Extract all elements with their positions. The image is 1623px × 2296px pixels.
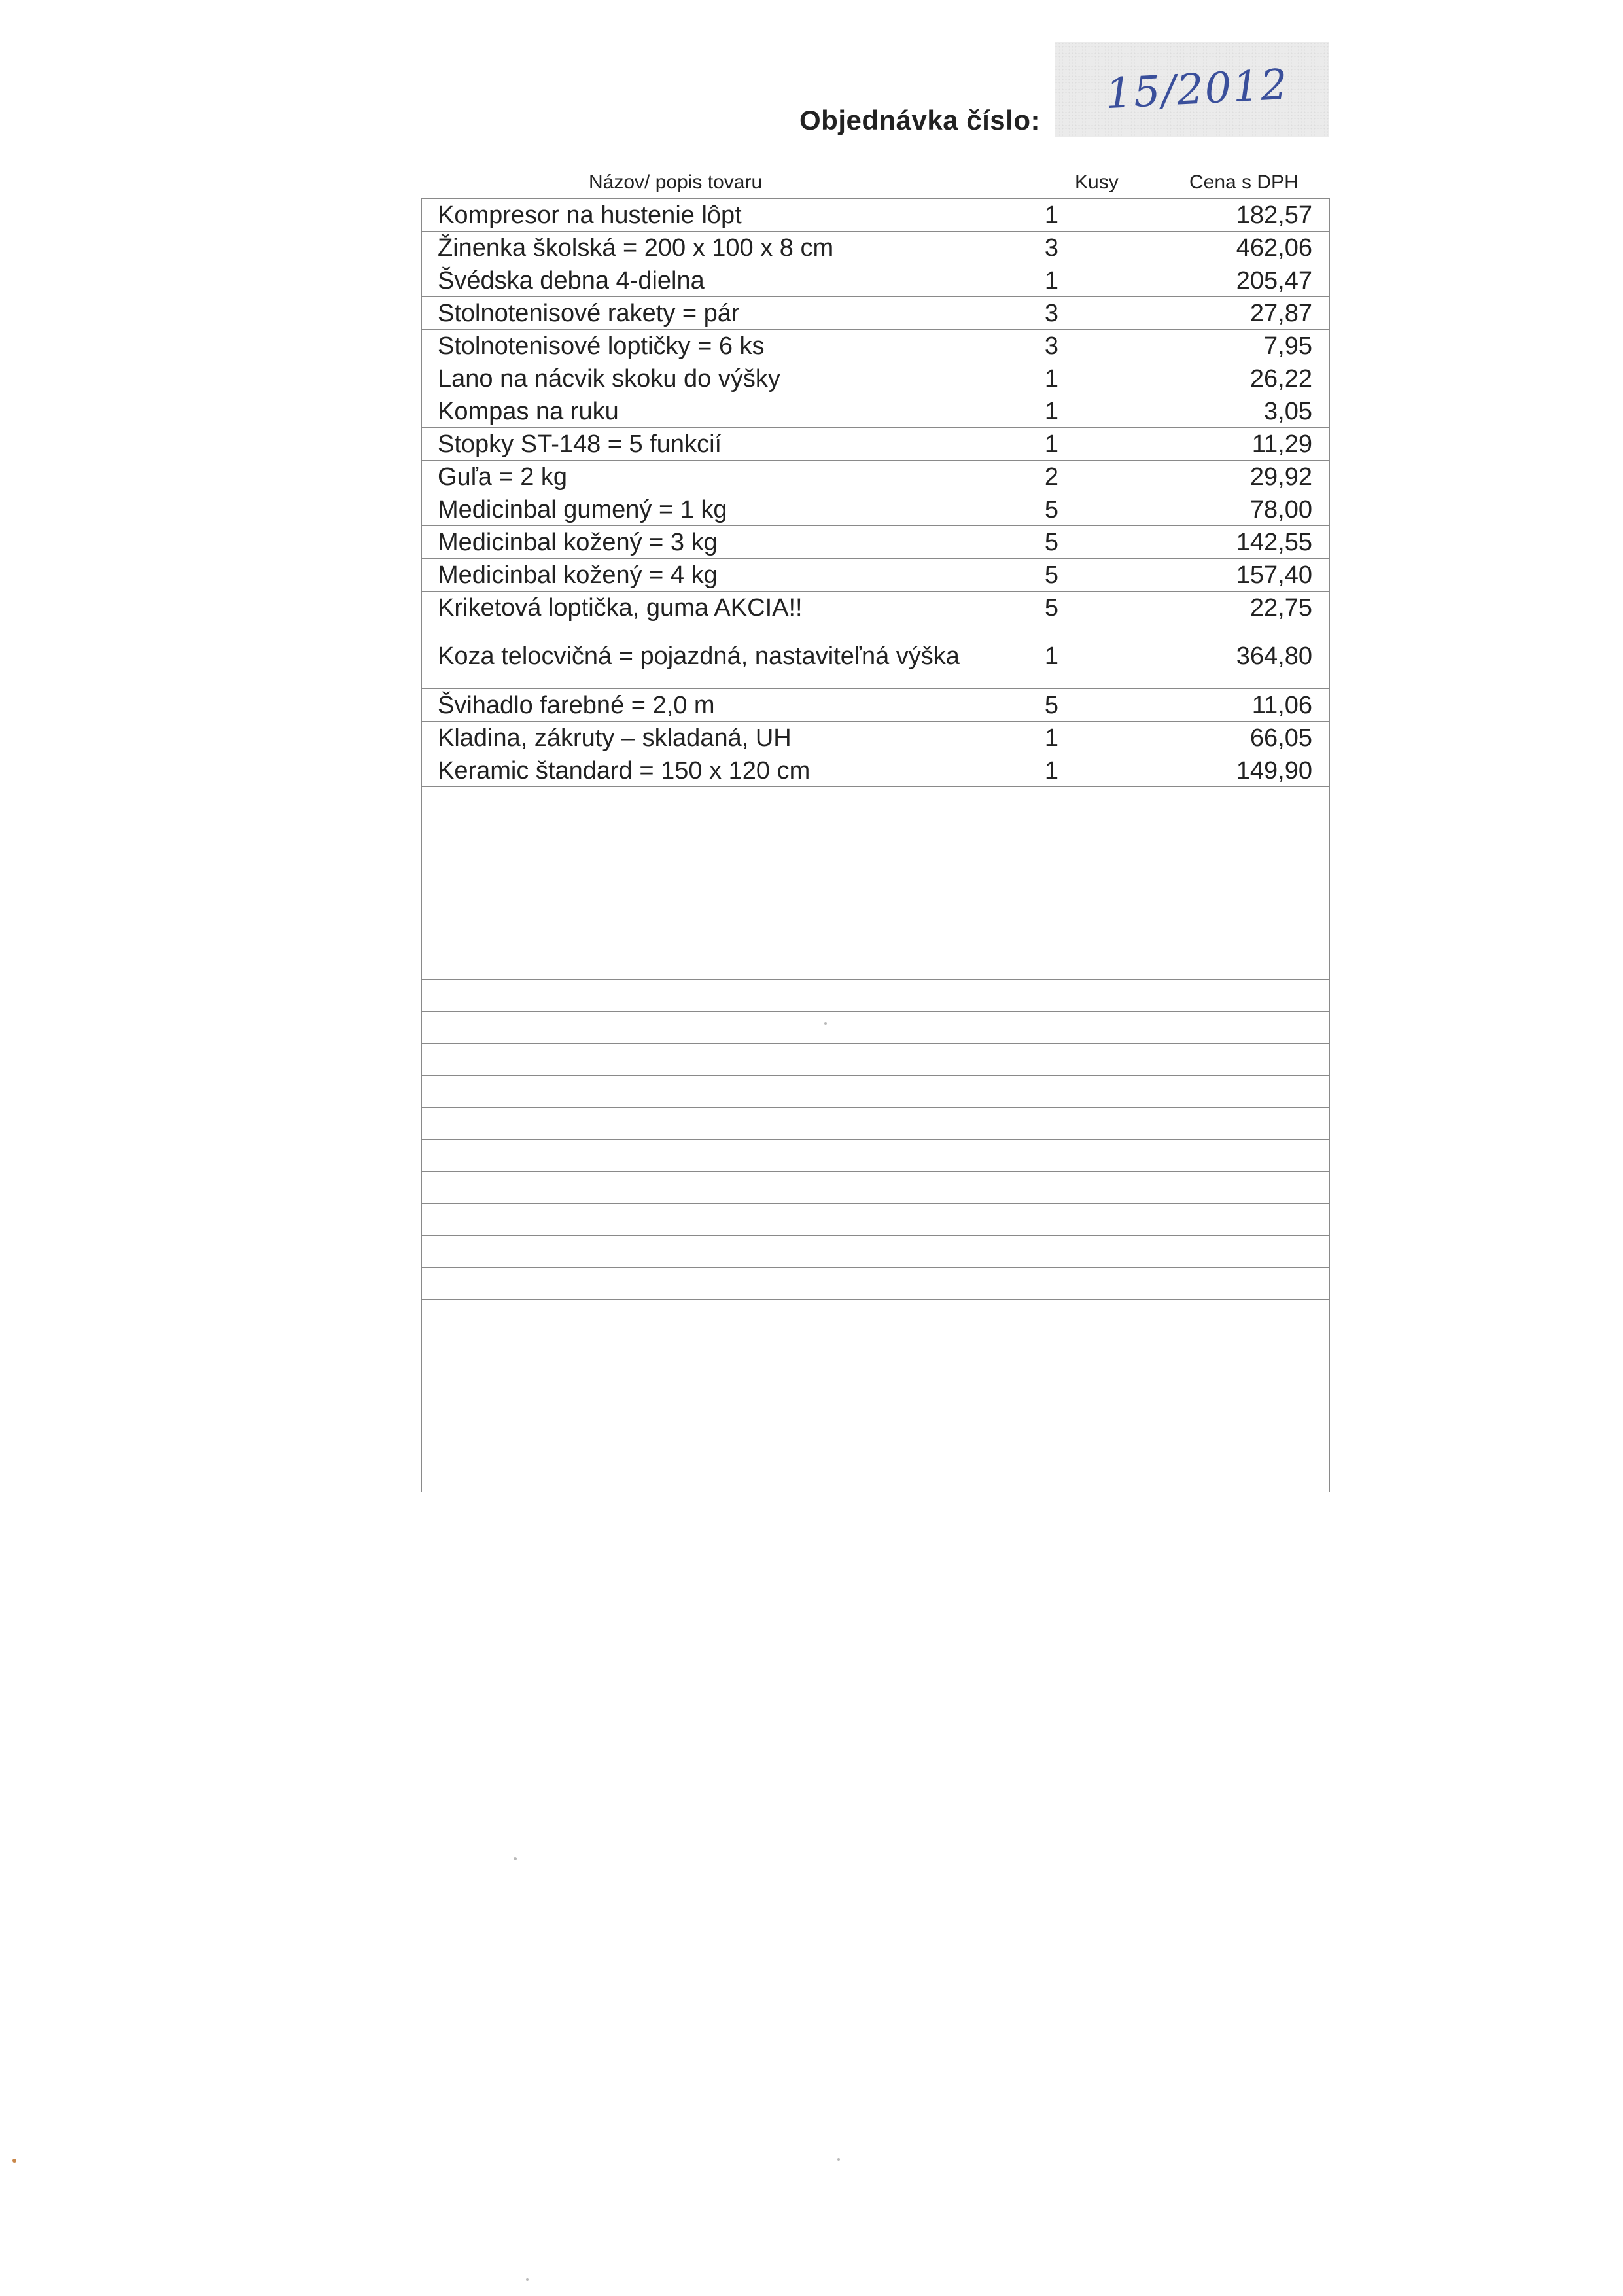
empty-cell [1143, 1012, 1330, 1044]
empty-cell [1143, 883, 1330, 915]
item-price-cell: 11,06 [1143, 689, 1330, 722]
item-price-cell: 27,87 [1143, 297, 1330, 330]
empty-table-row [422, 787, 1330, 819]
item-name-cell: Medicinbal kožený = 3 kg [422, 526, 960, 559]
item-name-cell: Žinenka školská = 200 x 100 x 8 cm [422, 232, 960, 264]
empty-cell [960, 787, 1143, 819]
empty-cell [960, 1332, 1143, 1364]
empty-cell [1143, 947, 1330, 980]
empty-table-row [422, 1396, 1330, 1428]
scan-speck [12, 2159, 16, 2163]
item-price-cell: 462,06 [1143, 232, 1330, 264]
empty-cell [422, 787, 960, 819]
empty-cell [1143, 1140, 1330, 1172]
item-name-cell: Stopky ST-148 = 5 funkcií [422, 428, 960, 461]
empty-cell [422, 1140, 960, 1172]
empty-cell [422, 1428, 960, 1460]
item-qty-cell: 1 [960, 264, 1143, 297]
empty-cell [422, 819, 960, 851]
empty-table-row [422, 915, 1330, 947]
item-name-cell: Kompresor na hustenie lôpt [422, 199, 960, 232]
empty-cell [960, 1044, 1143, 1076]
item-price-cell: 26,22 [1143, 362, 1330, 395]
table-row [422, 722, 1330, 754]
table-row [422, 461, 1330, 493]
empty-cell [960, 1300, 1143, 1332]
item-qty-cell: 1 [960, 362, 1143, 395]
empty-table-row [422, 1428, 1330, 1460]
empty-cell [422, 1364, 960, 1396]
empty-cell [960, 1396, 1143, 1428]
item-qty-cell: 5 [960, 526, 1143, 559]
item-price-cell: 78,00 [1143, 493, 1330, 526]
item-name-cell: Stolnotenisové loptičky = 6 ks [422, 330, 960, 362]
empty-table-row [422, 980, 1330, 1012]
item-qty-cell: 2 [960, 461, 1143, 493]
empty-table-row [422, 1108, 1330, 1140]
empty-cell [422, 1460, 960, 1492]
empty-cell [1143, 1172, 1330, 1204]
empty-table-row [422, 1332, 1330, 1364]
table-row [422, 624, 1330, 689]
item-price-cell: 142,55 [1143, 526, 1330, 559]
order-number-handwritten: 15/2012 [1104, 60, 1290, 119]
empty-cell [960, 980, 1143, 1012]
empty-cell [960, 1108, 1143, 1140]
empty-table-row [422, 947, 1330, 980]
empty-table-row [422, 819, 1330, 851]
empty-cell [422, 947, 960, 980]
empty-table-row [422, 1140, 1330, 1172]
empty-cell [1143, 980, 1330, 1012]
empty-cell [1143, 1108, 1330, 1140]
item-price-cell: 22,75 [1143, 592, 1330, 624]
table-row [422, 199, 1330, 232]
empty-table-row [422, 883, 1330, 915]
item-qty-cell: 1 [960, 722, 1143, 754]
item-qty-cell: 5 [960, 689, 1143, 722]
item-price-cell: 66,05 [1143, 722, 1330, 754]
item-qty-cell: 1 [960, 428, 1143, 461]
table-row [422, 526, 1330, 559]
table-row [422, 264, 1330, 297]
table-row [422, 428, 1330, 461]
empty-table-row [422, 1044, 1330, 1076]
item-price-cell: 182,57 [1143, 199, 1330, 232]
empty-table-row [422, 1204, 1330, 1236]
column-header-qty: Kusy [1075, 171, 1119, 193]
empty-table-row [422, 1268, 1330, 1300]
empty-cell [960, 819, 1143, 851]
item-qty-cell: 3 [960, 330, 1143, 362]
empty-cell [1143, 787, 1330, 819]
item-price-cell: 7,95 [1143, 330, 1330, 362]
item-name-cell: Lano na nácvik skoku do výšky [422, 362, 960, 395]
empty-cell [422, 915, 960, 947]
item-price-cell: 364,80 [1143, 624, 1330, 689]
empty-cell [960, 851, 1143, 883]
empty-cell [960, 1236, 1143, 1268]
empty-cell [1143, 915, 1330, 947]
empty-cell [960, 1172, 1143, 1204]
item-name-cell: Kriketová loptička, guma AKCIA!! [422, 592, 960, 624]
item-qty-cell: 3 [960, 297, 1143, 330]
empty-cell [422, 1268, 960, 1300]
table-row [422, 493, 1330, 526]
item-price-cell: 157,40 [1143, 559, 1330, 592]
empty-cell [1143, 1268, 1330, 1300]
table-row [422, 232, 1330, 264]
empty-cell [960, 1076, 1143, 1108]
scan-speck [824, 1022, 827, 1025]
item-qty-cell: 1 [960, 395, 1143, 428]
empty-cell [1143, 819, 1330, 851]
empty-cell [422, 980, 960, 1012]
table-row [422, 754, 1330, 787]
empty-cell [422, 1396, 960, 1428]
empty-cell [422, 1076, 960, 1108]
empty-cell [960, 1204, 1143, 1236]
empty-table-row [422, 1172, 1330, 1204]
empty-cell [422, 1332, 960, 1364]
item-name-cell: Švédska debna 4-dielna [422, 264, 960, 297]
item-name-cell: Švihadlo farebné = 2,0 m [422, 689, 960, 722]
item-qty-cell: 5 [960, 559, 1143, 592]
empty-cell [960, 1460, 1143, 1492]
empty-cell [960, 1140, 1143, 1172]
table-row [422, 330, 1330, 362]
item-price-cell: 3,05 [1143, 395, 1330, 428]
empty-cell [960, 1428, 1143, 1460]
empty-table-row [422, 1076, 1330, 1108]
scan-speck [837, 2158, 840, 2161]
empty-cell [422, 1172, 960, 1204]
item-qty-cell: 5 [960, 592, 1143, 624]
table-row [422, 395, 1330, 428]
table-row [422, 689, 1330, 722]
empty-cell [422, 1044, 960, 1076]
empty-cell [960, 1268, 1143, 1300]
item-price-cell: 29,92 [1143, 461, 1330, 493]
empty-cell [422, 1204, 960, 1236]
scan-speck [526, 2278, 529, 2281]
empty-cell [422, 851, 960, 883]
item-price-cell: 205,47 [1143, 264, 1330, 297]
empty-cell [1143, 1364, 1330, 1396]
empty-cell [422, 1108, 960, 1140]
empty-cell [1143, 1204, 1330, 1236]
empty-cell [960, 883, 1143, 915]
item-name-cell: Stolnotenisové rakety = pár [422, 297, 960, 330]
empty-table-row [422, 1236, 1330, 1268]
column-header-price: Cena s DPH [1189, 171, 1299, 193]
empty-cell [1143, 1300, 1330, 1332]
empty-cell [1143, 1460, 1330, 1492]
empty-cell [422, 1236, 960, 1268]
empty-cell [960, 1012, 1143, 1044]
empty-cell [1143, 1396, 1330, 1428]
empty-table-row [422, 1300, 1330, 1332]
empty-table-row [422, 1012, 1330, 1044]
empty-cell [960, 947, 1143, 980]
item-name-cell: Koza telocvičná = pojazdná, nastaviteľná výška [422, 624, 960, 689]
empty-cell [1143, 1236, 1330, 1268]
table-row [422, 362, 1330, 395]
table-row [422, 592, 1330, 624]
item-name-cell: Guľa = 2 kg [422, 461, 960, 493]
order-items-table [421, 198, 1330, 1492]
item-name-cell: Kompas na ruku [422, 395, 960, 428]
empty-cell [422, 883, 960, 915]
item-name-cell: Medicinbal gumený = 1 kg [422, 493, 960, 526]
empty-cell [960, 1364, 1143, 1396]
empty-cell [422, 1300, 960, 1332]
empty-cell [1143, 1044, 1330, 1076]
empty-table-row [422, 1460, 1330, 1492]
order-title: Objednávka číslo: [799, 105, 1040, 135]
empty-cell [422, 1012, 960, 1044]
table-row [422, 297, 1330, 330]
item-name-cell: Keramic štandard = 150 x 120 cm [422, 754, 960, 787]
item-qty-cell: 1 [960, 199, 1143, 232]
empty-cell [960, 915, 1143, 947]
scan-speck [514, 1857, 517, 1860]
table-row [422, 559, 1330, 592]
item-qty-cell: 1 [960, 624, 1143, 689]
item-price-cell: 11,29 [1143, 428, 1330, 461]
item-price-cell: 149,90 [1143, 754, 1330, 787]
column-header-name: Názov/ popis tovaru [589, 171, 763, 193]
empty-cell [1143, 1428, 1330, 1460]
item-qty-cell: 1 [960, 754, 1143, 787]
empty-cell [1143, 851, 1330, 883]
item-name-cell: Medicinbal kožený = 4 kg [422, 559, 960, 592]
item-qty-cell: 5 [960, 493, 1143, 526]
item-name-cell: Kladina, zákruty – skladaná, UH [422, 722, 960, 754]
empty-table-row [422, 1364, 1330, 1396]
empty-cell [1143, 1332, 1330, 1364]
item-qty-cell: 3 [960, 232, 1143, 264]
empty-cell [1143, 1076, 1330, 1108]
empty-table-row [422, 851, 1330, 883]
